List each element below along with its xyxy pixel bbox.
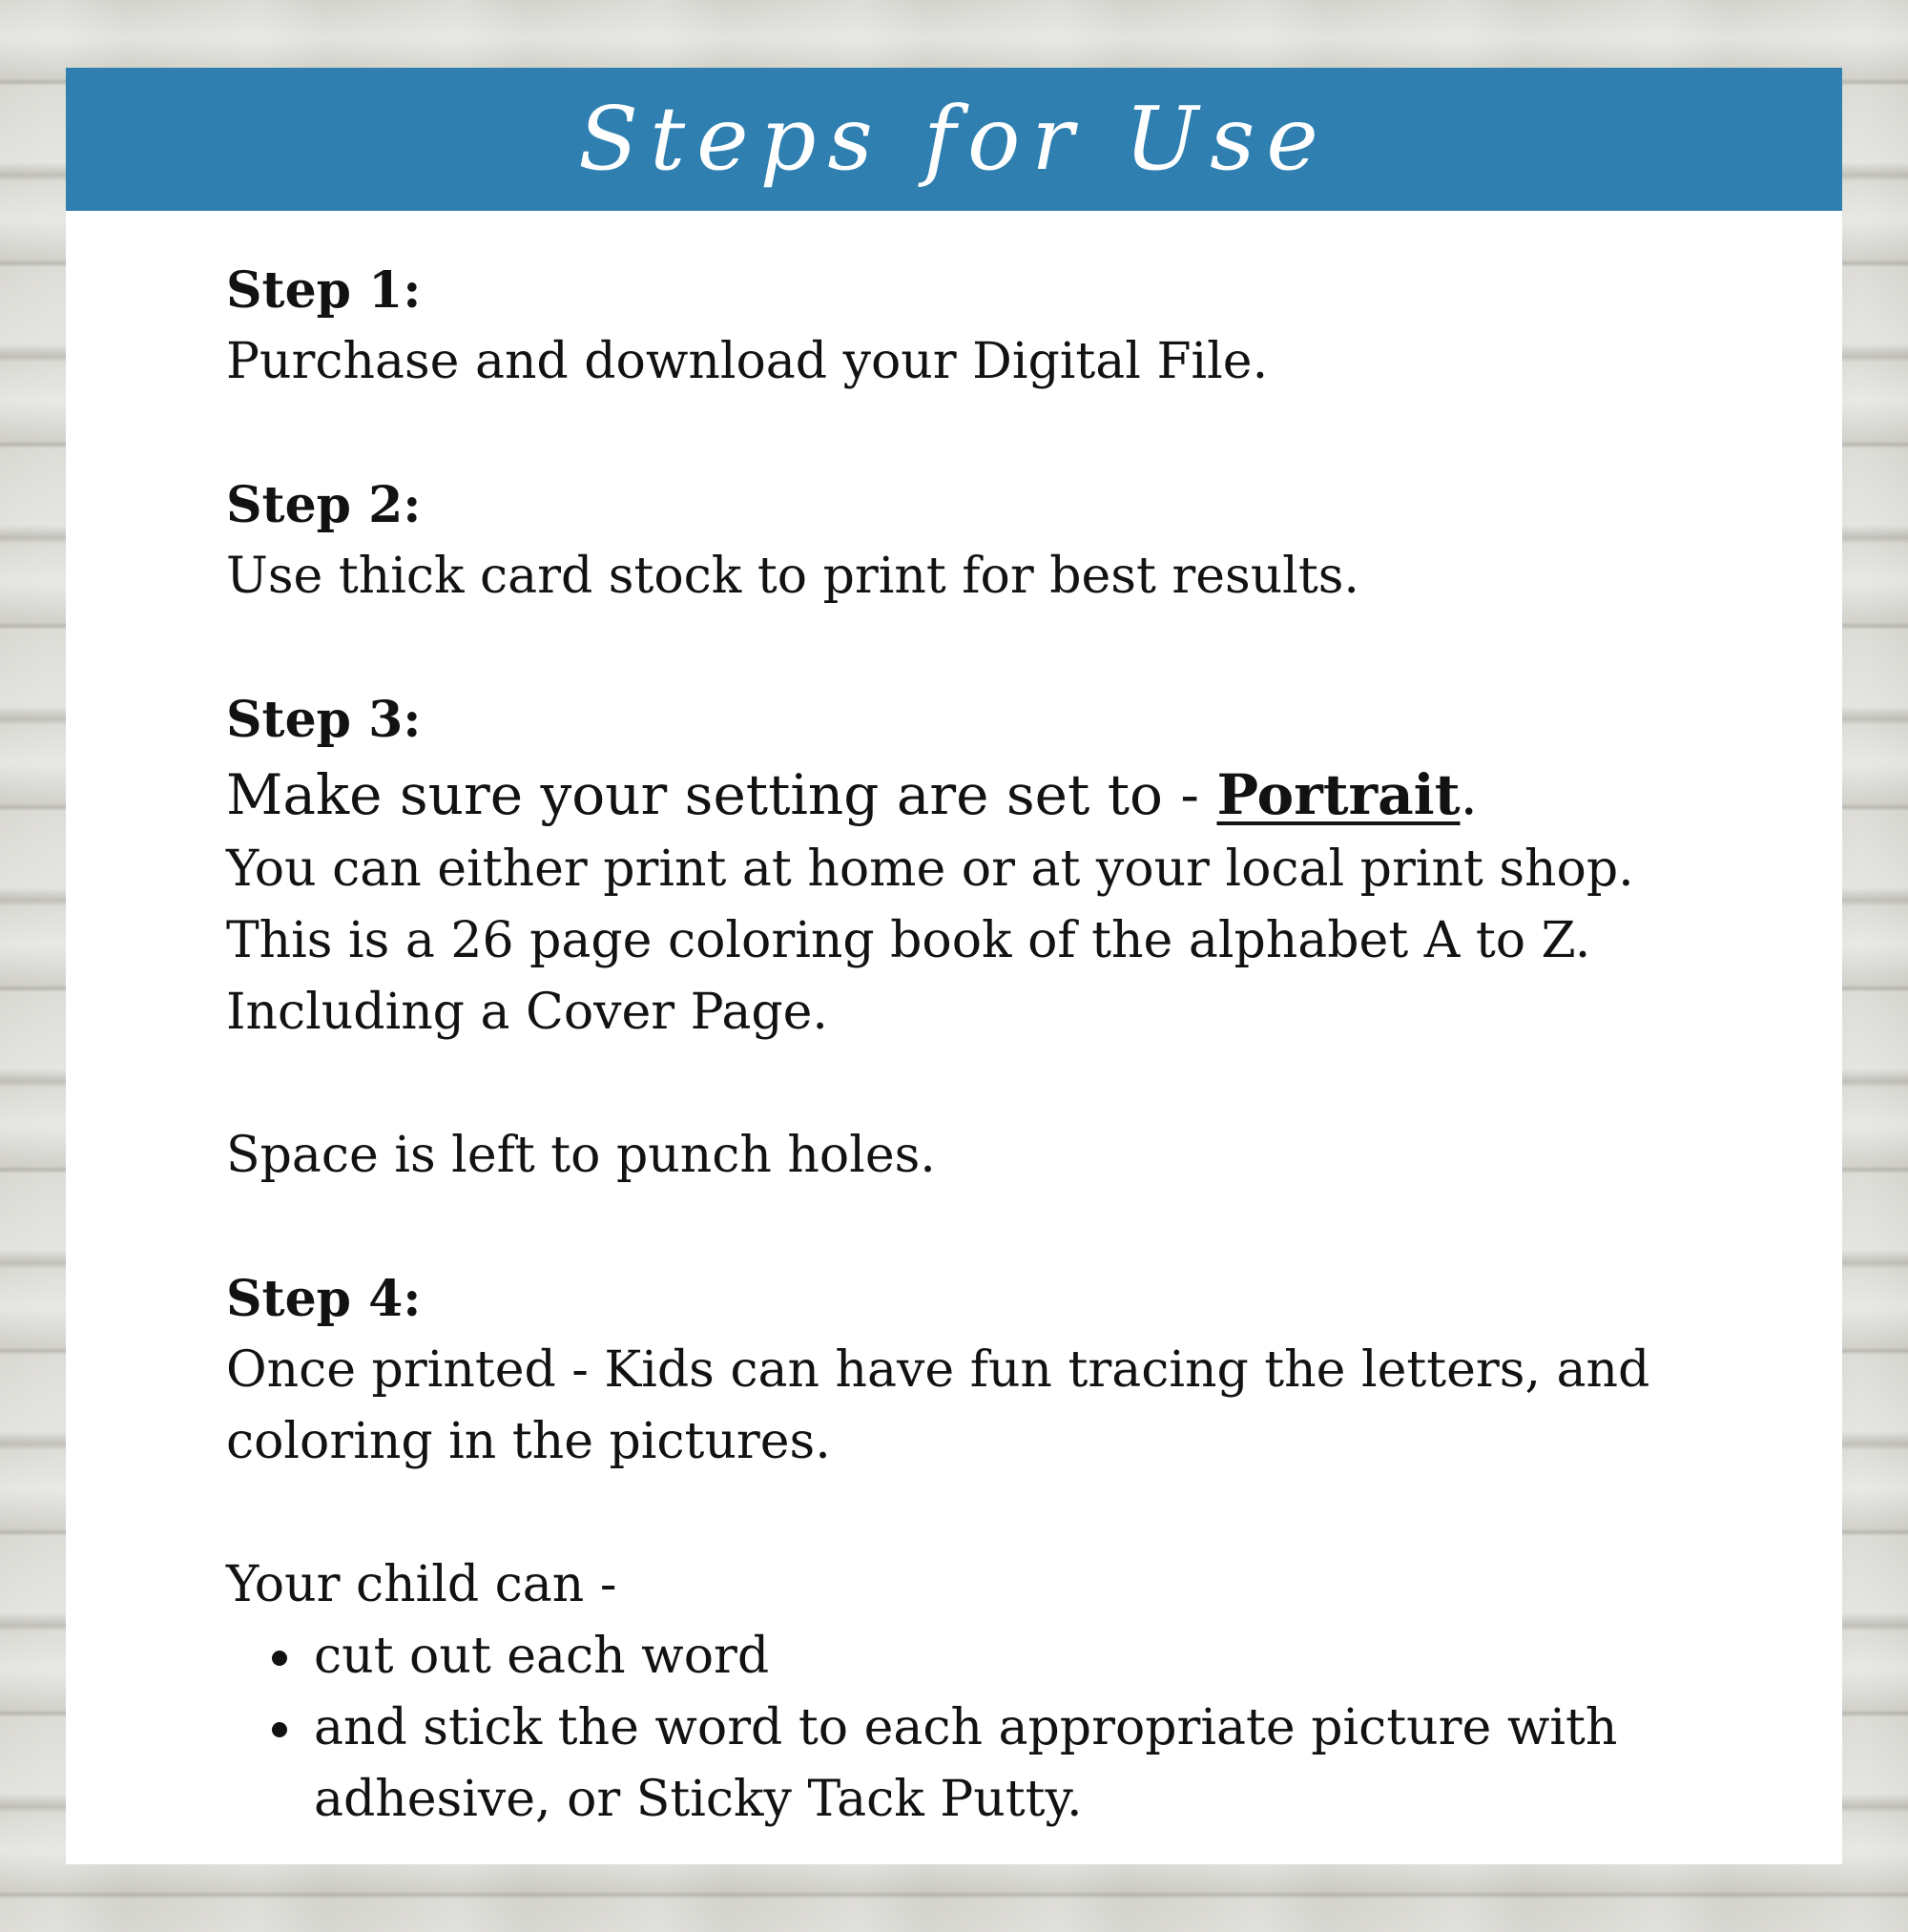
orientation-prefix: Make sure your setting are set to - [226,762,1217,827]
orientation-suffix: . [1460,762,1478,827]
portrait-keyword: Portrait [1216,762,1461,827]
bullet-text: and stick the word to each appropriate picture with adhesive, or Sticky Tack Putty. [314,1699,1618,1828]
step-4-text-2: coloring in the pictures. [226,1413,831,1470]
step-3-text-1: You can either print at home or at your local print shop. [226,841,1634,898]
bullet-list [226,1621,1791,1836]
step-4-heading: Step 4: [226,1270,422,1328]
step-4-text-1: Once printed - Kids can have fun tracing the letters, and [226,1341,1650,1399]
step-1-text: Purchase and download your Digital File. [226,333,1269,390]
instructions-card [66,68,1842,1864]
step-3-heading: Step 3: [226,691,422,749]
step-3-text-2: This is a 26 page coloring book of the alphabet A to Z. [226,912,1591,969]
step-2-heading: Step 2: [226,476,422,534]
bullet-text: cut out each word [314,1628,770,1685]
step-4-intro: Your child can - [226,1556,617,1613]
steps-content [226,255,1791,1836]
step-3-note: Space is left to punch holes. [226,1127,936,1184]
page-title: Steps for Use [578,88,1330,190]
list-item [314,1693,1791,1836]
orientation-instruction [226,756,1791,834]
step-2-text: Use thick card stock to print for best results. [226,548,1359,605]
title-banner [66,68,1842,211]
bullet-icon [272,1722,287,1737]
step-1-heading: Step 1: [226,261,422,320]
bullet-icon [272,1651,287,1666]
step-3-text-3: Including a Cover Page. [226,984,828,1041]
list-item [314,1621,1791,1693]
